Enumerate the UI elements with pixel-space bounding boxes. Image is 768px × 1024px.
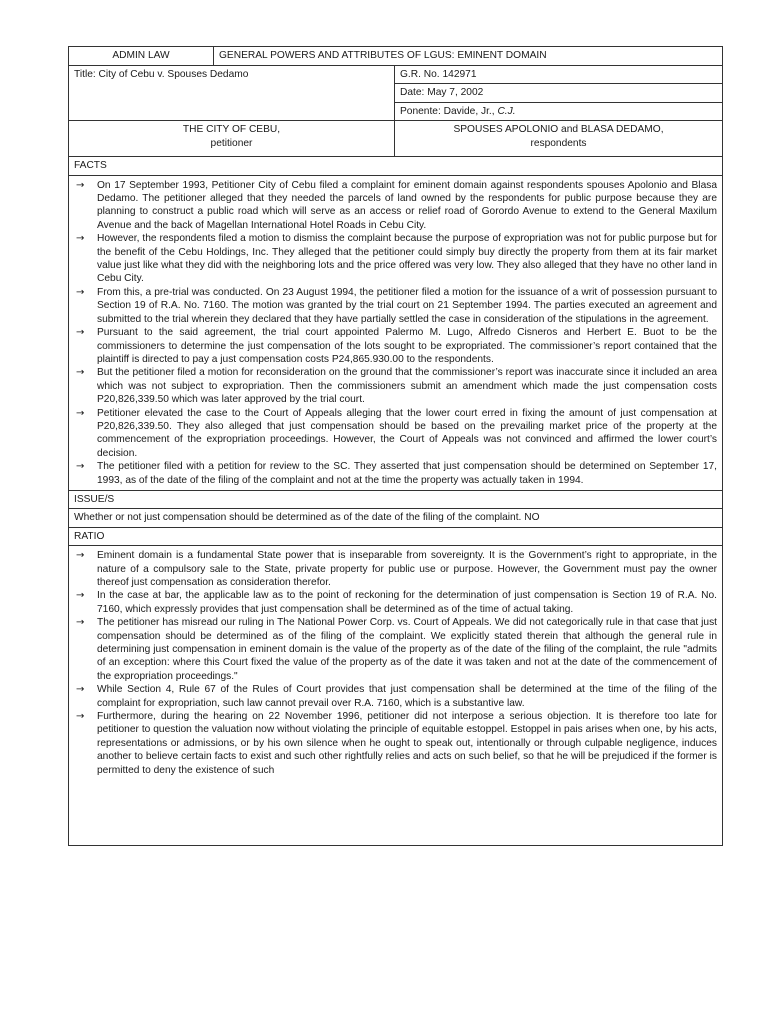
facts-item-text: From this, a pre-trial was conducted. On 23 August 1994, the petitioner filed a motion for the issuance of a writ of possession pursuant to Section 19 of R.A. No. 7160. The motion was granted by the trial court on 21 September 1994. The parties executed an agreement and submitted to the trial wherein they declared that they have partially settled the case in consideration of the stipulations in the agreement. <box>97 286 717 325</box>
facts-body <box>69 175 723 490</box>
ponente-cell <box>395 102 723 120</box>
arrow-icon: → <box>76 711 85 723</box>
arrow-icon: → <box>76 367 85 379</box>
ratio-item <box>74 589 717 616</box>
ratio-clip <box>74 549 717 845</box>
respondent-name: SPOUSES APOLONIO and BLASA DEDAMO, <box>453 124 664 136</box>
gr-label: G.R. No. <box>400 69 440 80</box>
gr-number: 142971 <box>442 69 477 80</box>
gr-cell <box>395 66 723 84</box>
ratio-item-text: While Section 4, Rule 67 of the Rules of Court provides that just compensation shall be determined at the time of the filing of the complaint for expropriation, such law cannot prevail over R.A. 7160, which is a substantive law. <box>97 684 717 709</box>
arrow-icon: → <box>76 550 85 562</box>
respondent-role: respondents <box>530 137 587 149</box>
arrow-icon: → <box>76 233 85 245</box>
arrow-icon: → <box>76 590 85 602</box>
facts-body-row <box>69 175 723 490</box>
issue-heading-row <box>69 490 723 508</box>
ratio-item <box>74 549 717 589</box>
facts-item-text: But the petitioner filed a motion for reconsideration on the ground that the commissioner’s report was inaccurate since it included an area which was not subject to expropriation. Then the commissioners submit an amendment which made the just compensation costs P20,826,339.50 which was later approved by the trial court. <box>97 367 717 406</box>
petitioner-cell <box>69 121 395 157</box>
facts-list <box>74 179 717 487</box>
facts-item-text: Petitioner elevated the case to the Court of Appeals alleging that the lower court erred in fixing the amount of just compensation at P20,826,339.50. They also alleged that just compensation should be based on the prevailing market price of the property at the commencement of the expropriation proceedings. However, the Court of Appeals was not convinced and affirmed the lower court’s decision. <box>97 407 717 459</box>
ratio-item <box>74 683 717 710</box>
subject-cell: ADMIN LAW <box>69 47 214 66</box>
facts-item <box>74 366 717 406</box>
arrow-icon: → <box>76 286 85 298</box>
ratio-heading: RATIO <box>69 527 723 545</box>
case-digest-page <box>68 46 722 846</box>
ponente-suffix: C.J. <box>497 105 516 117</box>
ratio-body <box>69 546 723 846</box>
facts-item-text: On 17 September 1993, Petitioner City of Cebu filed a complaint for eminent domain against respondents spouses Apolonio and Blasa Dedamo. The petitioner alleged that they needed the parcels of land owned by the respondents for public purpose because they are planning to construct a public road which will serve as an access or relief road of Gorordo Avenue to extend to the General Maxilum Avenue and the back of Magellan International Hotel Roads in Cebu City. <box>97 179 717 231</box>
ratio-item-text: The petitioner has misread our ruling in The National Power Corp. vs. Court of Appeals. We did not categorically rule in that case that just compensation should be determined as of the filing of the complaint. We explicitly stated therein that although the general rule in determining just compensation in eminent domain is the value of the property as of the date of the filing of the complaint, the rule "admits of an exception: where this Court fixed the value of the property as of the date it was taken and not at the date of the commencement of the expropriation proceedings." <box>97 617 717 682</box>
arrow-icon: → <box>76 461 85 473</box>
date-label: Date: <box>400 87 425 99</box>
respondent-cell <box>395 121 723 157</box>
ratio-item-text: Eminent domain is a fundamental State power that is inseparable from sovereignty. It is the Government’s right to appropriate, in the nature of a compulsory sale to the State, private property for public use or purpose. However, the Government must pay the owner thereof just compensation as consideration therefor. <box>97 550 717 588</box>
ratio-heading-row <box>69 527 723 545</box>
issue-heading: ISSUE/S <box>69 490 723 508</box>
petitioner-name: THE CITY OF CEBU, <box>182 124 281 136</box>
topic-cell: GENERAL POWERS AND ATTRIBUTES OF LGUS: EMINENT DOMAIN <box>214 47 723 66</box>
issue-text: Whether or not just compensation should be determined as of the date of the filing of the complaint. NO <box>69 509 723 527</box>
date-cell <box>395 84 723 102</box>
arrow-icon: → <box>76 327 85 339</box>
facts-item <box>74 179 717 233</box>
facts-item <box>74 460 717 487</box>
date-value: May 7, 2002 <box>427 87 484 99</box>
case-title: City of Cebu v. Spouses Dedamo <box>98 69 249 80</box>
ratio-list <box>74 549 717 777</box>
facts-item-text: Pursuant to the said agreement, the trial court appointed Palermo M. Lugo, Alfredo Cisneros and Herbert E. Buot to be the commissioners to determine the just compensation of the lots sought to be expropriated. The commissioner’s report contained that the plaintiff is directed to pay a just compensation costs P24,865.930.00 to the respondents. <box>97 327 717 365</box>
ponente-value: Davide, Jr., <box>443 105 495 117</box>
facts-item <box>74 232 717 286</box>
title-cell <box>69 66 395 121</box>
facts-heading: FACTS <box>69 157 723 175</box>
ratio-body-row <box>69 546 723 846</box>
issue-body-row <box>69 509 723 527</box>
ratio-item-text: Furthermore, during the hearing on 22 November 1996, petitioner did not interpose a serious objection. It is therefore too late for petitioner to question the valuation now without violating the principle of equitable estoppel. Estoppel in pais arises when one, by his acts, representations or admissions, or by his own silence when he ought to speak out, intentionally or through culpable negligence, induces another to believe certain facts to exist and such other rightfully relies and acts on such belief, so that he will be prejudiced if the former is permitted to deny the existence of such <box>97 711 717 776</box>
arrow-icon: → <box>76 617 85 629</box>
facts-item <box>74 286 717 326</box>
parties-row <box>69 121 723 157</box>
arrow-icon: → <box>76 407 85 419</box>
arrow-icon: → <box>76 179 85 191</box>
case-digest-table <box>68 46 723 846</box>
facts-item-text: The petitioner filed with a petition for review to the SC. They asserted that just compensation should be determined on September 17, 1993, as of the date of the filing of the complaint and not at the time the property was actually taken in 1994. <box>97 461 717 486</box>
header-row <box>69 47 723 66</box>
ratio-item <box>74 616 717 683</box>
facts-item-text: However, the respondents filed a motion to dismiss the complaint because the purpose of expropriation was not for public purpose but for the benefit of the Cebu Holdings, Inc. They alleged that the petitioner could simply buy directly the property from them at its fair market value just like what they did with the neighboring lots and the price offered was very low. They also alleged that they have no other land in Cebu City. <box>97 233 717 285</box>
ponente-label: Ponente: <box>400 105 441 117</box>
ratio-item <box>74 710 717 777</box>
facts-item <box>74 326 717 366</box>
title-row <box>69 66 723 84</box>
arrow-icon: → <box>76 684 85 696</box>
facts-item <box>74 407 717 461</box>
petitioner-role: petitioner <box>210 137 253 149</box>
ratio-item-text: In the case at bar, the applicable law as to the point of reckoning for the determination of just compensation is Section 19 of R.A. No. 7160, which expressly provides that just compensation shall be determined as of the time of actual taking. <box>97 590 717 615</box>
facts-heading-row <box>69 157 723 175</box>
title-label: Title: <box>74 69 96 80</box>
